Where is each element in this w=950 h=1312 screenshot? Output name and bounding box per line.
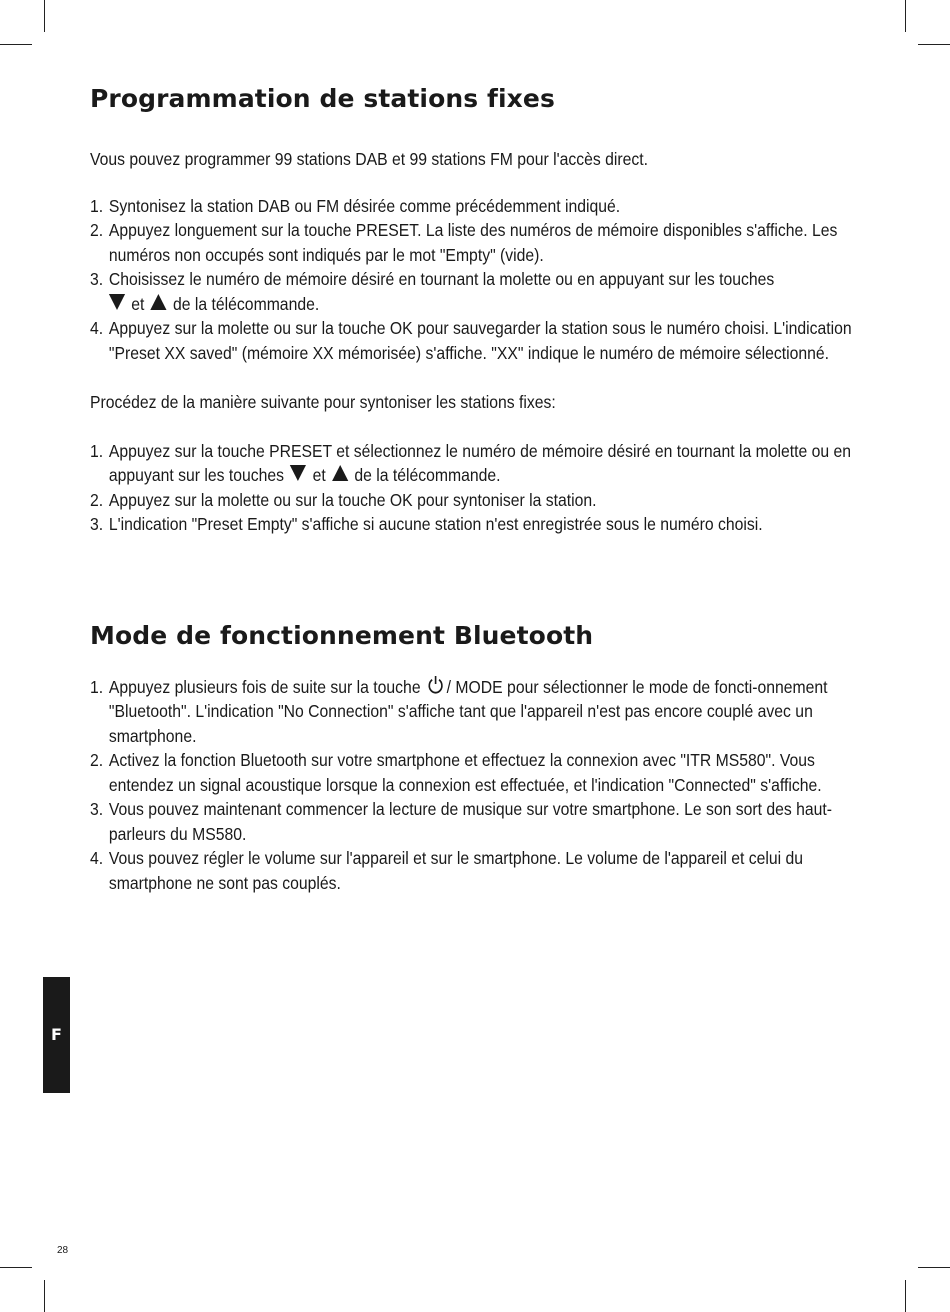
list-item xyxy=(90,218,864,267)
crop-mark xyxy=(905,0,906,32)
section-title-bluetooth: Mode de fonctionnement Bluetooth xyxy=(90,620,594,650)
step-text: Syntonisez la station DAB ou FM désirée comme précédemment indiqué. xyxy=(108,195,621,216)
list-item xyxy=(90,267,864,316)
list-item xyxy=(90,439,864,488)
step-text: Appuyez sur la molette ou sur la touche OK pour syntoniser la station. xyxy=(108,489,597,510)
triangle-down-icon xyxy=(290,465,306,481)
crop-mark xyxy=(44,0,45,32)
step-number: 2. xyxy=(90,750,104,770)
triangle-up-icon xyxy=(151,294,167,310)
step-text: Appuyez sur la touche PRESET et sélectionnez le numéro de mémoire désiré en tournant la molette ou en appuyant sur les touches xyxy=(108,440,852,485)
step-text: Vous pouvez régler le volume sur l'appareil et sur le smartphone. Le volume de l'appareil et celui du smartphone ne sont pas couplés. xyxy=(108,848,804,893)
step-text: Activez la fonction Bluetooth sur votre smartphone et effectuez la connexion avec "ITR MS580". Vous entendez un signal acoustique lorsque la connexion est effectuée, et l'indication "Connected" s'affiche. xyxy=(108,750,822,795)
list-item xyxy=(90,846,864,895)
bluetooth-steps xyxy=(90,675,864,896)
presets-intro-2: Procédez de la manière suivante pour syntoniser les stations fixes: xyxy=(90,392,556,412)
crop-mark xyxy=(0,44,32,45)
crop-mark xyxy=(0,1267,32,1268)
step-text: de la télécommande. xyxy=(354,465,501,485)
step-text: Appuyez plusieurs fois de suite sur la touche xyxy=(108,676,421,697)
step-text: Appuyez sur la molette ou sur la touche OK pour sauvegarder la station sous le numéro choisi. L'indication "Preset XX saved" (mémoire XX mémorisée) s'affiche. "XX" indique le numéro de mémoire sélectionné. xyxy=(108,318,852,363)
crop-mark xyxy=(44,1280,45,1312)
list-item xyxy=(90,316,864,365)
step-text: et xyxy=(312,465,326,485)
page-number: 28 xyxy=(57,1245,69,1256)
section-title-presets: Programmation de stations fixes xyxy=(90,84,555,113)
crop-mark xyxy=(918,1267,950,1268)
step-number: 3. xyxy=(90,269,104,289)
step-text: et xyxy=(131,293,145,314)
step-text: Vous pouvez maintenant commencer la lecture de musique sur votre smartphone. Le son sort des haut-parleurs du MS580. xyxy=(108,799,833,844)
step-number: 4. xyxy=(90,318,104,338)
step-number: 1. xyxy=(90,195,104,216)
triangle-up-icon xyxy=(332,465,348,481)
step-number: 4. xyxy=(90,848,104,868)
language-tab xyxy=(43,977,70,1093)
step-text: L'indication "Preset Empty" s'affiche si aucune station n'est enregistrée sous le numéro choisi. xyxy=(108,514,763,534)
step-number: 1. xyxy=(90,440,104,461)
crop-mark xyxy=(918,44,950,45)
step-text: / MODE pour sélectionner le mode de foncti-onnement "Bluetooth". L'indication "No Connection" s'affiche tant que l'appareil n'est pas encore couplé avec un smartphone. xyxy=(108,676,828,746)
step-text: de la télécommande. xyxy=(173,293,320,314)
power-icon xyxy=(428,675,444,695)
step-text: Choisissez le numéro de mémoire désiré en tournant la molette ou en appuyant sur les touches xyxy=(108,269,775,289)
list-item xyxy=(90,748,864,797)
presets-steps xyxy=(90,194,864,366)
step-text: Appuyez longuement sur la touche PRESET. La liste des numéros de mémoire disponibles s'affiche. Les numéros non occupés sont indiqués par le mot "Empty" (vide). xyxy=(108,220,838,265)
step-number: 3. xyxy=(90,514,104,534)
presets-steps-2 xyxy=(90,439,864,537)
list-item xyxy=(90,194,864,219)
triangle-down-icon xyxy=(109,294,125,310)
step-number: 3. xyxy=(90,799,104,819)
presets-intro: Vous pouvez programmer 99 stations DAB et 99 stations FM pour l'accès direct. xyxy=(90,149,649,169)
language-tab-label: F xyxy=(51,1025,62,1044)
list-item xyxy=(90,797,864,846)
list-item xyxy=(90,675,864,749)
list-item xyxy=(90,488,864,513)
page-content xyxy=(90,84,870,895)
step-number: 1. xyxy=(90,676,104,697)
step-number: 2. xyxy=(90,220,104,240)
list-item xyxy=(90,512,864,537)
crop-mark xyxy=(905,1280,906,1312)
step-number: 2. xyxy=(90,489,104,510)
